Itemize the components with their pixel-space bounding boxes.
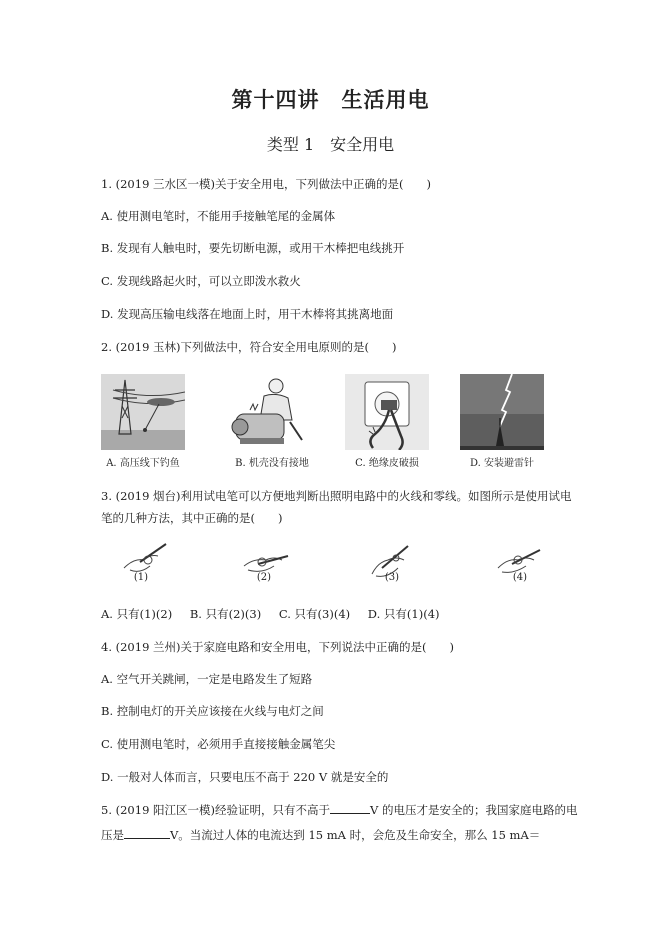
q1-option-a: A. 使用测电笔时，不能用手接触笔尾的金属体 xyxy=(101,209,336,223)
page-title: 第十四讲 生活用电 xyxy=(231,87,430,112)
image-lightning-rod xyxy=(460,374,544,450)
q3-stem-line1: 3. (2019 烟台)利用试电笔可以方便地判断出照明电路中的火线和零线。如图所示是使用试电 xyxy=(101,489,572,503)
figure-label-4: (4) xyxy=(512,572,528,583)
q4-stem: 4. (2019 兰州)关于家庭电路和安全用电，下列说法中正确的是( ) xyxy=(101,640,454,654)
caption-c: C. 绝缘皮破损 xyxy=(355,458,419,469)
answer-blank-safe-voltage[interactable] xyxy=(330,801,370,814)
q3-option-c: C. 只有(3)(4) xyxy=(278,607,351,621)
caption-d: D. 安装避雷针 xyxy=(469,458,535,469)
q5-text-1: 5. (2019 阳江区一模)经验证明，只有不高于 xyxy=(101,803,331,817)
section-subtitle: 类型 1 安全用电 xyxy=(266,135,395,154)
q2-stem: 2. (2019 玉林)下列做法中，符合安全用电原则的是( ) xyxy=(101,340,397,354)
q3-stem-line2: 笔的几种方法，其中正确的是( ) xyxy=(101,511,283,525)
q3-option-b: B. 只有(2)(3) xyxy=(189,607,262,621)
q5-line2 xyxy=(101,826,540,843)
q4-option-d: D. 一般对人体而言，只要电压不高于 220 V 就是安全的 xyxy=(101,770,389,784)
q5-line1 xyxy=(101,801,578,818)
figure-label-1: (1) xyxy=(133,572,149,583)
q3-options xyxy=(101,606,454,622)
q1-option-b: B. 发现有人触电时，要先切断电源，或用干木棒把电线挑开 xyxy=(101,241,405,255)
q5-text-4: V。当流过人体的电流达到 15 mA 时，会危及生命安全，那么 15 mA＝ xyxy=(170,828,541,842)
q1-stem: 1. (2019 三水区一模)关于安全用电，下列做法中正确的是( ) xyxy=(101,177,431,191)
caption-a: A. 高压线下钓鱼 xyxy=(106,458,180,469)
figure-label-2: (2) xyxy=(256,572,272,583)
answer-blank-home-voltage[interactable] xyxy=(124,826,170,839)
q4-option-c: C. 使用测电笔时，必须用手直接接触金属笔尖 xyxy=(101,737,336,751)
image-high-voltage-fishing xyxy=(101,374,185,450)
q3-option-d: D. 只有(1)(4) xyxy=(367,607,440,621)
q4-option-a: A. 空气开关跳闸，一定是电路发生了短路 xyxy=(101,672,313,686)
q5-text-3: 压是 xyxy=(101,828,124,842)
image-motor-no-ground xyxy=(230,374,314,450)
figure-label-3: (3) xyxy=(384,572,400,583)
q5-text-2: V 的电压才是安全的；我国家庭电路的电 xyxy=(370,803,578,817)
caption-b: B. 机壳没有接地 xyxy=(235,458,309,469)
image-damaged-insulation xyxy=(345,374,429,450)
q1-option-d: D. 发现高压输电线落在地面上时，用干木棒将其挑离地面 xyxy=(101,307,394,321)
q1-option-c: C. 发现线路起火时，可以立即泼水救火 xyxy=(101,274,301,288)
q4-option-b: B. 控制电灯的开关应该接在火线与电灯之间 xyxy=(101,704,324,718)
q3-option-a: A. 只有(1)(2) xyxy=(101,607,173,621)
